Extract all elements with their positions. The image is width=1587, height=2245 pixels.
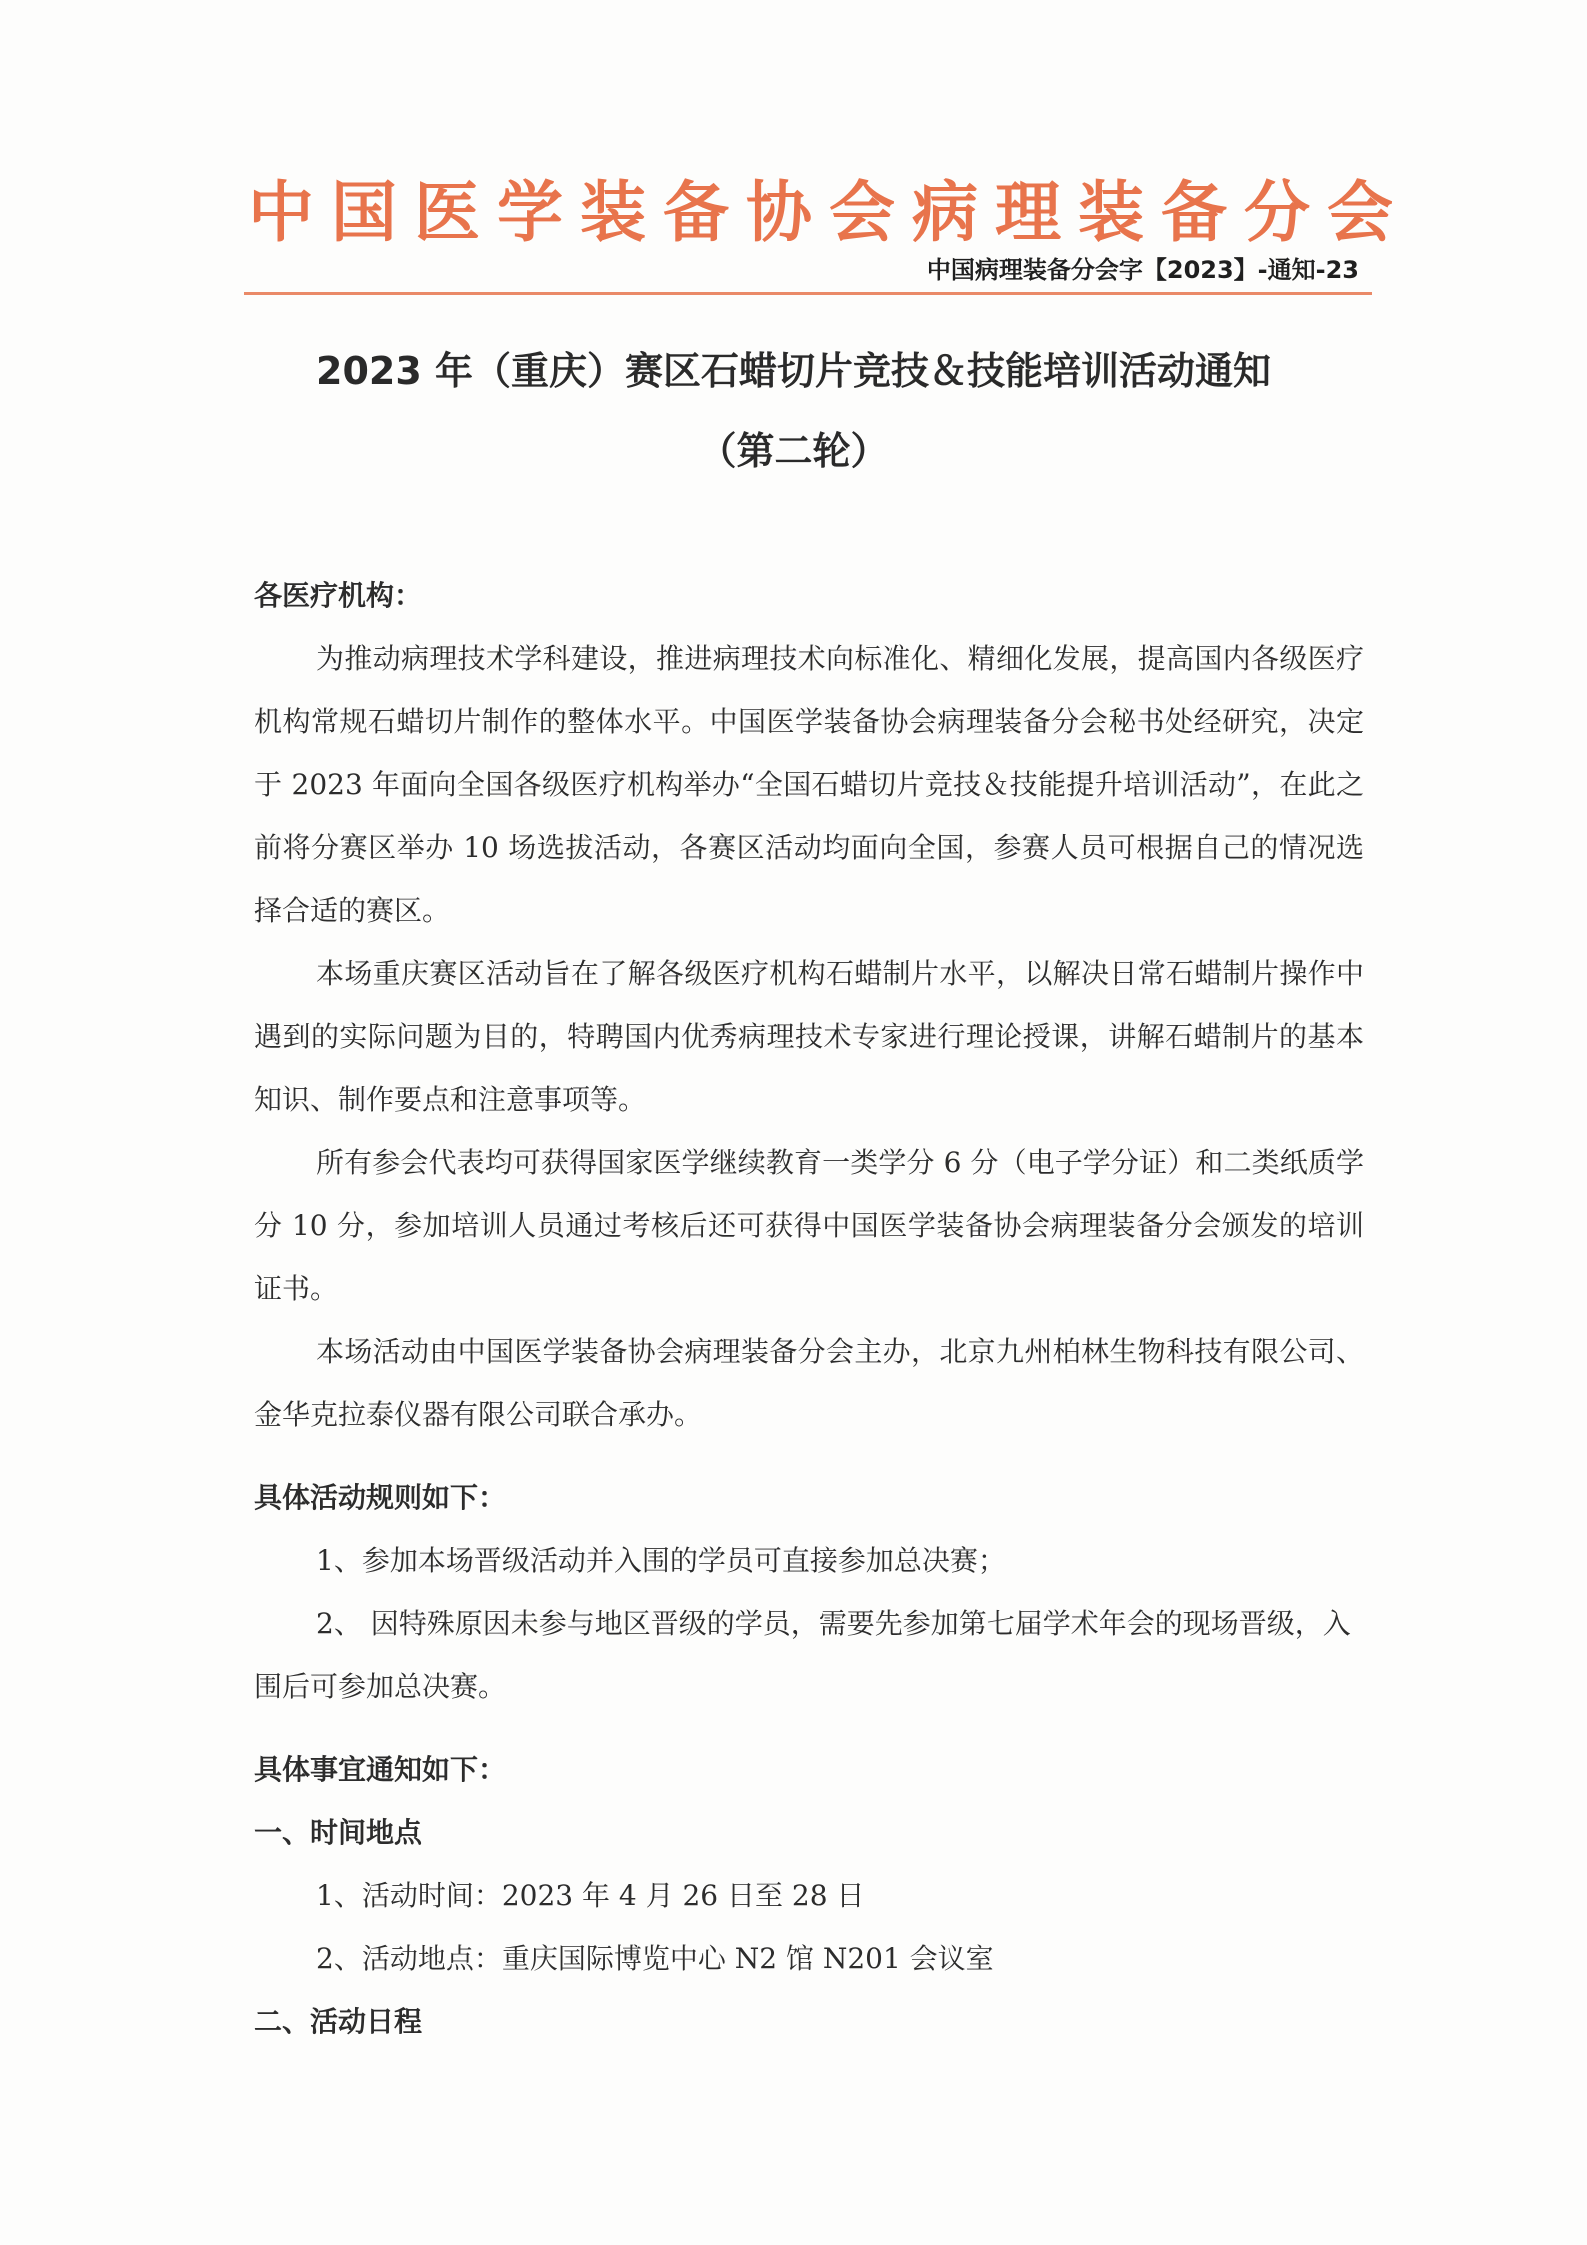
rule-item: 1、参加本场晋级活动并入围的学员可直接参加总决赛； xyxy=(316,1544,1006,1577)
paragraph-organizers: 本场活动由中国医学装备协会病理装备分会主办，北京九州柏林生物科技有限公司、金华克拉泰仪器有限公司联合承办。 xyxy=(254,1335,1364,1431)
rules-heading: 具体活动规则如下： xyxy=(254,1481,507,1514)
document-number: 中国病理装备分会字【2023】-通知-23 xyxy=(926,256,1359,284)
letterhead-divider xyxy=(244,292,1372,295)
notice-body xyxy=(254,564,1364,2053)
section-heading-schedule: 二、活动日程 xyxy=(254,2005,423,2038)
notice-subtitle: （第二轮） xyxy=(698,429,889,473)
paragraph-goal: 本场重庆赛区活动旨在了解各级医疗机构石蜡制片水平，以解决日常石蜡制片操作中遇到的实际问题为目的，特聘国内优秀病理技术专家进行理论授课，讲解石蜡制片的基本知识、制作要点和注意事项等。 xyxy=(254,957,1364,1116)
notice-title: 2023 年（重庆）赛区石蜡切片竞技＆技能培训活动通知 xyxy=(316,349,1271,393)
place-item: 2、活动地点：重庆国际博览中心 N2 馆 N201 会议室 xyxy=(316,1942,994,1975)
paragraph-purpose: 为推动病理技术学科建设，推进病理技术向标准化、精细化发展，提高国内各级医疗机构常规石蜡切片制作的整体水平。中国医学装备协会病理装备分会秘书处经研究，决定于 2023 年面向全国各级医疗机构举办“全国石蜡切片竞技＆技能提升培训活动”，在此之前将分赛区举办 10 场选拔活动，各赛区活动均面向全国，参赛人员可根据自己的情况选择合适的赛区。 xyxy=(254,642,1364,927)
spacer xyxy=(254,1718,1364,1738)
section-heading-time-place: 一、时间地点 xyxy=(254,1816,423,1849)
time-item: 1、活动时间：2023 年 4 月 26 日至 28 日 xyxy=(316,1879,865,1912)
spacer xyxy=(254,1446,1364,1466)
details-heading: 具体事宜通知如下： xyxy=(254,1753,507,1786)
organization-letterhead: 中国医学装备协会病理装备分会 xyxy=(248,174,1410,251)
salutation: 各医疗机构： xyxy=(254,579,423,612)
paragraph-credits: 所有参会代表均可获得国家医学继续教育一类学分 6 分（电子学分证）和二类纸质学分 10 分，参加培训人员通过考核后还可获得中国医学装备协会病理装备分会颁发的培训证书。 xyxy=(254,1146,1364,1305)
rule-item: 2、 因特殊原因未参与地区晋级的学员，需要先参加第七届学术年会的现场晋级，入围后可参加总决赛。 xyxy=(254,1607,1351,1703)
